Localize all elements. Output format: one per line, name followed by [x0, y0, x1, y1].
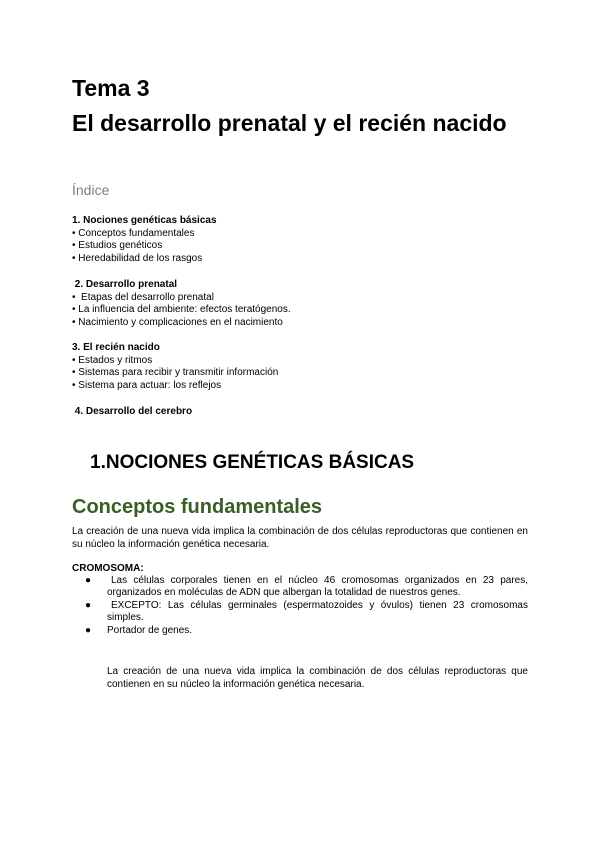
bullet-icon: ● [85, 624, 92, 636]
tema-number: Tema 3 [72, 75, 150, 101]
toc-item: • Nacimiento y complicaciones en el nacimiento [72, 316, 283, 328]
list-item-text: EXCEPTO: Las células germinales (espermatozoides y óvulos) tienen 23 cromosomas simples. [107, 599, 528, 624]
list-item-text: Las células corporales tienen en el núcleo 46 cromosomas organizados en 23 pares, organizados en moléculas de ADN que albergan la totalidad de nuestros genes. [107, 575, 528, 599]
list-item [85, 625, 528, 637]
subsection-heading: Conceptos fundamentales [72, 496, 323, 518]
toc-heading: 1. Nociones genéticas básicas [72, 215, 217, 226]
cromosoma-label: CROMOSOMA: [72, 563, 144, 574]
toc-item: • Etapas del desarrollo prenatal [72, 291, 214, 303]
toc-item: • Heredabilidad de los rasgos [72, 252, 203, 264]
document-title: El desarrollo prenatal y el recién nacido [72, 110, 507, 136]
cromosoma-list [85, 575, 528, 637]
closing-paragraph: La creación de una nueva vida implica la combinación de dos células reproductoras que contienen en su núcleo la información genética necesaria. [107, 666, 528, 690]
toc-section-3 [72, 342, 278, 392]
index-label: Índice [72, 182, 110, 198]
toc-heading: 4. Desarrollo del cerebro [72, 406, 193, 417]
toc-section-2 [72, 279, 291, 329]
list-item [85, 575, 528, 600]
section-heading: 1.NOCIONES GENÉTICAS BÁSICAS [90, 452, 415, 473]
list-item [85, 600, 528, 625]
intro-paragraph: La creación de una nueva vida implica la combinación de dos células reproductoras que contienen en su núcleo la información genética necesaria. [72, 526, 528, 550]
toc-item: • Sistema para actuar: los reflejos [72, 379, 222, 391]
toc-item: • Conceptos fundamentales [72, 227, 195, 239]
toc-item: • Sistemas para recibir y transmitir información [72, 367, 279, 379]
toc-heading: 2. Desarrollo prenatal [72, 279, 178, 290]
toc-item: • Estudios genéticos [72, 240, 163, 252]
toc-section-1 [72, 215, 217, 265]
bullet-icon: ● [85, 575, 92, 586]
bullet-icon: ● [85, 599, 92, 611]
list-item-text: Portador de genes. [107, 624, 193, 636]
toc-section-4 [72, 406, 192, 419]
toc-item: • Estados y ritmos [72, 354, 153, 366]
toc-heading: 3. El recién nacido [72, 342, 160, 353]
toc-item: • La influencia del ambiente: efectos teratógenos. [72, 304, 291, 316]
